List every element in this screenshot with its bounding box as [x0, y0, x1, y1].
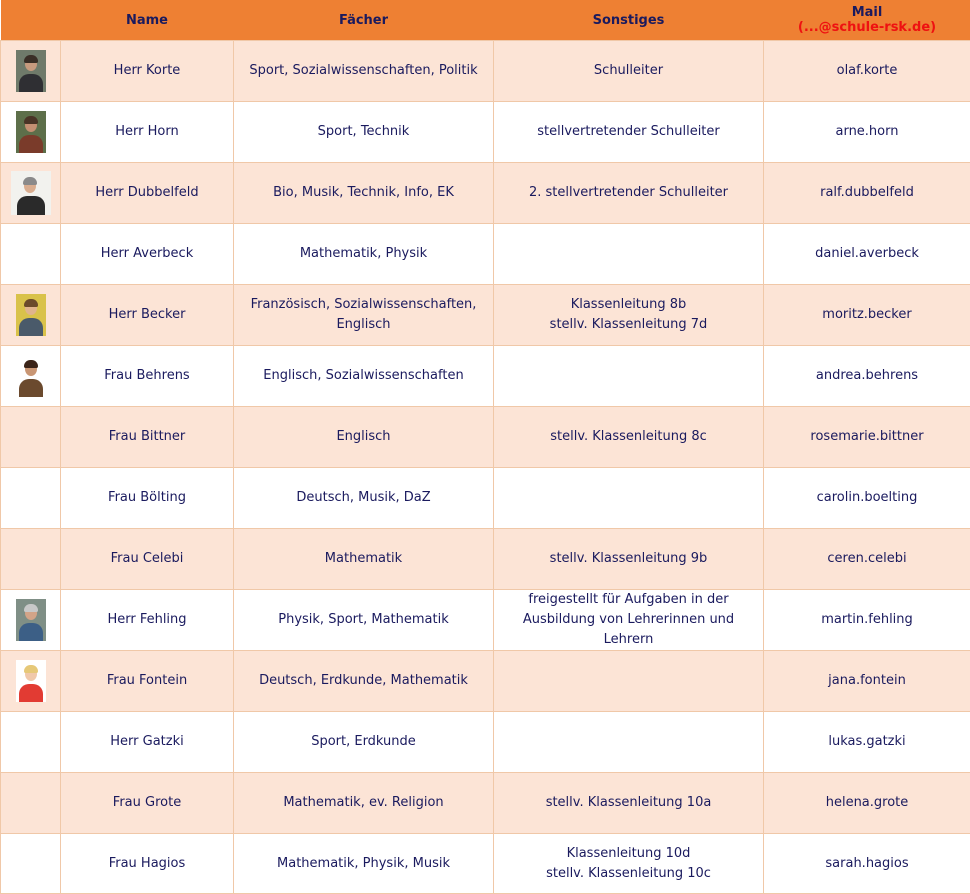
name-cell: [61, 407, 234, 468]
name-text: Frau Hagios: [108, 855, 186, 871]
subjects-cell: [234, 102, 494, 163]
mail-cell: [764, 224, 970, 285]
subjects-cell: [234, 41, 494, 102]
name-text: Frau Behrens: [104, 368, 190, 383]
mail-text: rosemarie.bittner: [810, 429, 924, 444]
subjects-text: Deutsch, Musik, DaZ: [296, 490, 431, 505]
photo-cell: [1, 651, 61, 712]
other-cell: [494, 590, 764, 651]
name-cell: [61, 102, 234, 163]
photo-cell: [1, 346, 61, 407]
table-row: [1, 346, 970, 407]
mail-cell: [764, 407, 970, 468]
other-cell: [494, 407, 764, 468]
mail-cell: [764, 834, 970, 894]
table-row: [1, 712, 970, 773]
table-row: [1, 468, 970, 529]
mail-text: martin.fehling: [821, 612, 913, 627]
portrait-photo-icon: [11, 171, 51, 215]
subjects-text: Mathematik: [324, 551, 403, 566]
other-text: 2. stellvertretender Schulleiter: [528, 185, 729, 200]
subjects-cell: [234, 285, 494, 346]
photo-cell: [1, 773, 61, 834]
subjects-text: Sport, Technik: [317, 124, 410, 139]
name-cell: [61, 163, 234, 224]
table-row: [1, 285, 970, 346]
photo-cell: [1, 224, 61, 285]
header-row: [1, 0, 970, 41]
table-header: [1, 0, 970, 41]
photo-cell: [1, 590, 61, 651]
header-mail-domain: (...@schule-rsk.de): [797, 20, 937, 35]
subjects-text: Sport, Erdkunde: [311, 734, 416, 749]
mail-text: helena.grote: [825, 795, 909, 810]
table-row: [1, 590, 970, 651]
subjects-cell: [234, 834, 494, 894]
table-row: [1, 529, 970, 590]
mail-cell: [764, 468, 970, 529]
other-text: stellv. Klassenleitung 9b: [549, 551, 708, 566]
subjects-text: Mathematik, ev. Religion: [283, 795, 444, 810]
table-row: [1, 834, 970, 894]
mail-text: andrea.behrens: [815, 368, 919, 383]
portrait-photo-icon: [16, 355, 46, 397]
portrait-photo-icon: [16, 294, 46, 336]
other-text: stellvertretender Schulleiter: [537, 124, 720, 139]
name-text: Frau Fontein: [106, 673, 188, 688]
subjects-cell: [234, 346, 494, 407]
mail-cell: [764, 285, 970, 346]
other-cell: [494, 224, 764, 285]
other-text: stellv. Klassenleitung 7d: [549, 317, 708, 332]
other-cell: [494, 468, 764, 529]
subjects-cell: [234, 224, 494, 285]
name-text: Frau Grote: [112, 795, 182, 810]
mail-cell: [764, 41, 970, 102]
table-row: [1, 224, 970, 285]
other-cell: [494, 529, 764, 590]
portrait-photo-icon: [16, 50, 46, 92]
subjects-text: Bio, Musik, Technik, Info, EK: [273, 185, 454, 200]
mail-text: olaf.korte: [836, 63, 898, 78]
subjects-text: Deutsch, Erdkunde, Mathematik: [259, 673, 468, 688]
other-text: freigestellt für Aufgaben in der Ausbildung von Lehrerinnen und Lehrern: [522, 592, 735, 647]
other-cell: [494, 41, 764, 102]
subjects-cell: [234, 163, 494, 224]
name-text: Frau Bölting: [108, 490, 186, 505]
table-row: [1, 41, 970, 102]
name-text: Herr Korte: [113, 63, 181, 78]
mail-text: carolin.boelting: [816, 490, 918, 505]
portrait-photo-icon: [16, 111, 46, 153]
header-subjects: Fächer: [234, 0, 494, 41]
name-cell: [61, 346, 234, 407]
name-cell: [61, 41, 234, 102]
name-text: Herr Becker: [108, 307, 186, 322]
mail-text: arne.horn: [835, 124, 899, 139]
header-mail-label: Mail: [851, 5, 883, 20]
subjects-text: Mathematik, Physik: [299, 246, 428, 261]
mail-cell: [764, 712, 970, 773]
photo-cell: [1, 163, 61, 224]
mail-text: jana.fontein: [828, 673, 906, 688]
mail-cell: [764, 590, 970, 651]
photo-cell: [1, 285, 61, 346]
subjects-cell: [234, 712, 494, 773]
other-text: stellv. Klassenleitung 10a: [545, 795, 712, 810]
header-other: Sonstiges: [494, 0, 764, 41]
subjects-text: Mathematik, Physik, Musik: [277, 855, 450, 871]
table-row: [1, 651, 970, 712]
name-text: Frau Celebi: [110, 551, 184, 566]
other-cell: [494, 285, 764, 346]
name-text: Herr Horn: [115, 124, 179, 139]
other-text: stellv. Klassenleitung 8c: [550, 429, 707, 444]
name-cell: [61, 651, 234, 712]
subjects-text: Englisch, Sozialwissenschaften: [263, 368, 464, 383]
mail-cell: [764, 102, 970, 163]
other-cell: [494, 163, 764, 224]
name-text: Herr Gatzki: [110, 734, 184, 749]
name-text: Herr Fehling: [107, 612, 187, 627]
subjects-cell: [234, 407, 494, 468]
portrait-photo-icon: [16, 599, 46, 641]
other-cell: [494, 773, 764, 834]
mail-text: sarah.hagios: [825, 855, 909, 871]
name-cell: [61, 712, 234, 773]
other-text: Schulleiter: [593, 63, 664, 78]
table-row: [1, 773, 970, 834]
photo-cell: [1, 468, 61, 529]
other-cell: [494, 346, 764, 407]
subjects-text: Englisch: [336, 429, 391, 444]
other-cell: [494, 102, 764, 163]
mail-text: daniel.averbeck: [815, 246, 919, 261]
name-text: Frau Bittner: [108, 429, 186, 444]
subjects-cell: [234, 773, 494, 834]
table-row: [1, 102, 970, 163]
subjects-text: Sport, Sozialwissenschaften, Politik: [249, 63, 478, 78]
photo-cell: [1, 834, 61, 894]
other-text: Klassenleitung 8b: [570, 297, 687, 312]
header-name: Name: [61, 0, 234, 41]
photo-cell: [1, 41, 61, 102]
table-body: [1, 41, 970, 894]
header-photo: [1, 0, 61, 41]
other-cell: [494, 651, 764, 712]
mail-cell: [764, 346, 970, 407]
mail-cell: [764, 529, 970, 590]
mail-text: moritz.becker: [822, 307, 912, 322]
mail-text: ralf.dubbelfeld: [820, 185, 914, 200]
subjects-cell: [234, 529, 494, 590]
subjects-cell: [234, 590, 494, 651]
photo-cell: [1, 712, 61, 773]
photo-cell: [1, 407, 61, 468]
header-mail: [764, 0, 970, 41]
name-text: Herr Dubbelfeld: [95, 185, 199, 200]
table-row: [1, 163, 970, 224]
mail-cell: [764, 651, 970, 712]
name-text: Herr Averbeck: [100, 246, 194, 261]
photo-cell: [1, 102, 61, 163]
subjects-text: Französisch, Sozialwissenschaften, Englisch: [250, 297, 477, 332]
name-cell: [61, 590, 234, 651]
name-cell: [61, 285, 234, 346]
mail-cell: [764, 773, 970, 834]
subjects-cell: [234, 468, 494, 529]
other-text: stellv. Klassenleitung 10c: [546, 865, 711, 881]
mail-text: ceren.celebi: [827, 551, 907, 566]
other-cell: [494, 834, 764, 894]
mail-text: lukas.gatzki: [828, 734, 906, 749]
subjects-cell: [234, 651, 494, 712]
other-cell: [494, 712, 764, 773]
photo-cell: [1, 529, 61, 590]
table-row: [1, 407, 970, 468]
portrait-photo-icon: [16, 660, 46, 702]
name-cell: [61, 224, 234, 285]
subjects-text: Physik, Sport, Mathematik: [278, 612, 449, 627]
name-cell: [61, 834, 234, 894]
other-text: Klassenleitung 10d: [566, 845, 691, 861]
mail-cell: [764, 163, 970, 224]
name-cell: [61, 773, 234, 834]
name-cell: [61, 468, 234, 529]
name-cell: [61, 529, 234, 590]
